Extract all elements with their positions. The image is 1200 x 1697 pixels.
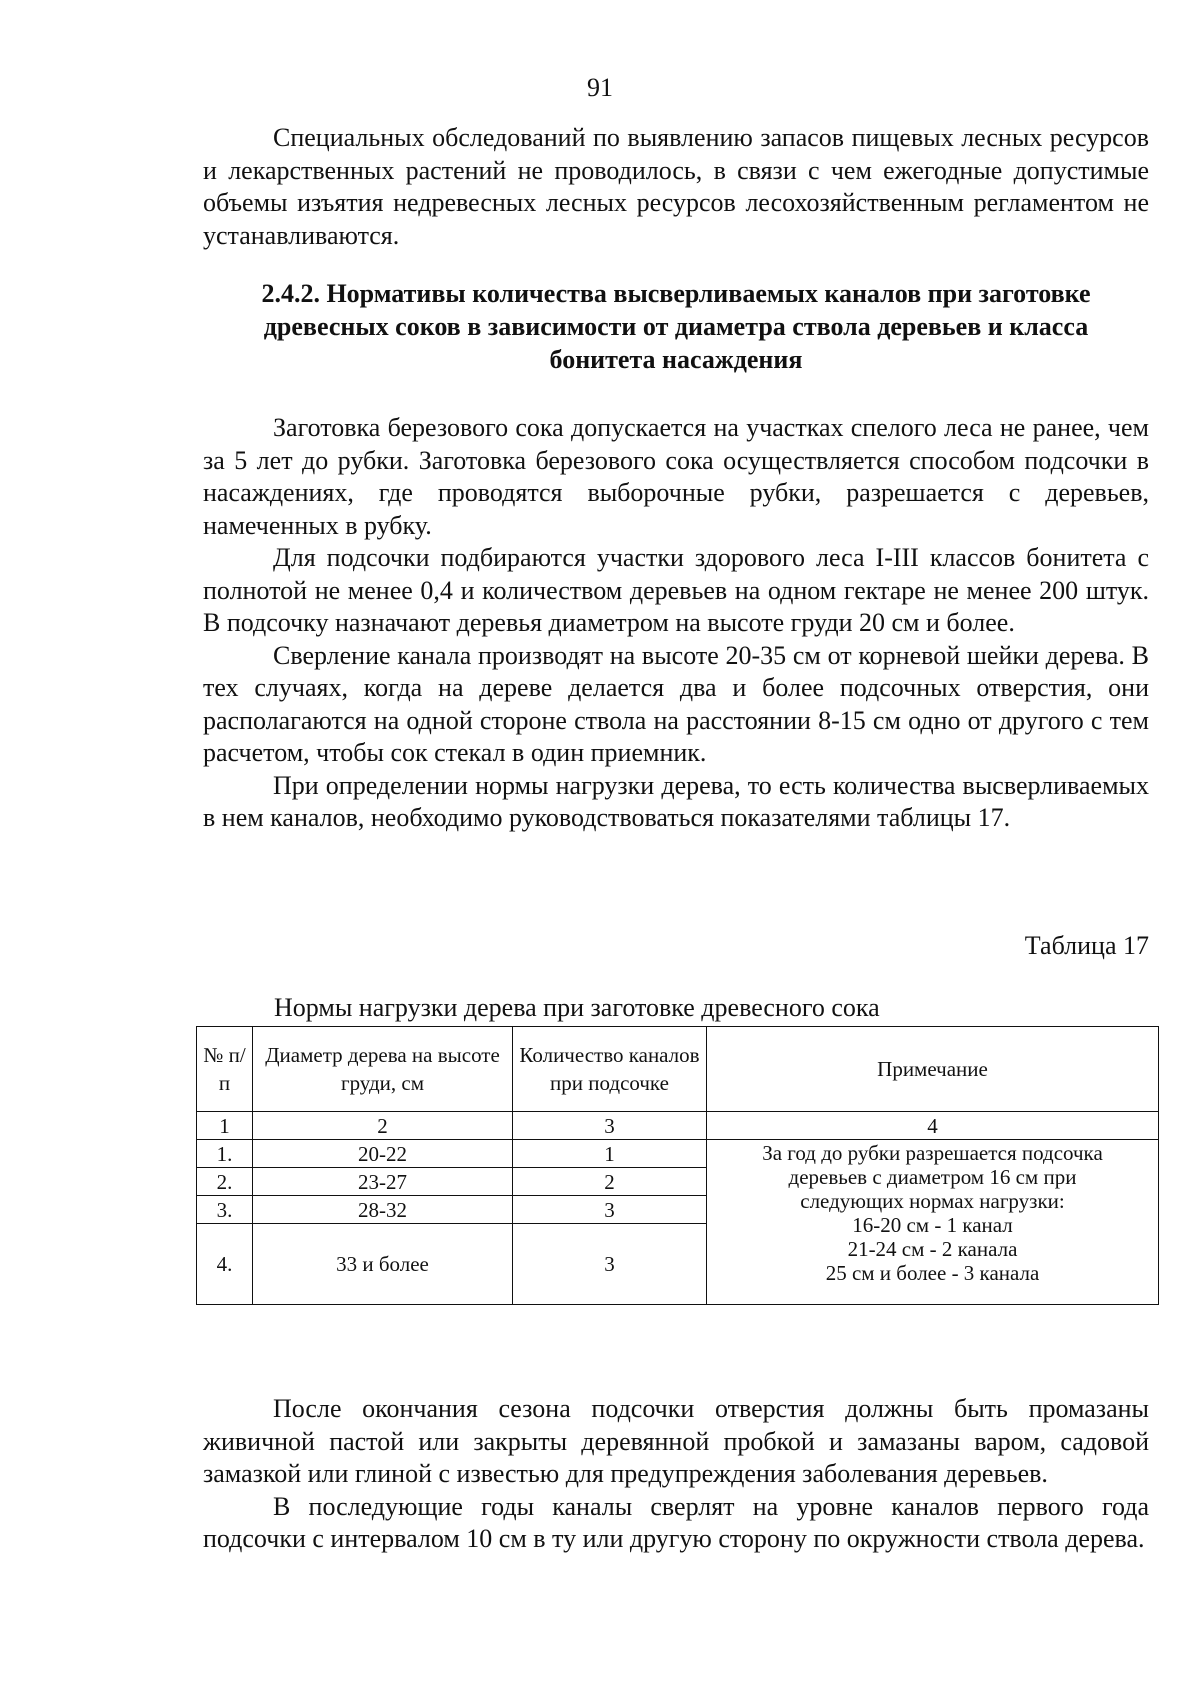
body-text — [203, 412, 1149, 835]
closing-text — [203, 1393, 1149, 1556]
section-heading-line-3: бонитета насаждения — [549, 345, 803, 374]
table-header-row — [197, 1027, 1159, 1112]
row-diameter: 20-22 — [253, 1140, 513, 1168]
column-number: 4 — [707, 1112, 1159, 1140]
column-number-row — [197, 1112, 1159, 1140]
note-line: 21-24 см - 2 канала — [847, 1237, 1018, 1261]
section-heading-line-1: 2.4.2. Нормативы количества высверливаемых каналов при заготовке — [261, 279, 1091, 308]
row-diameter: 28-32 — [253, 1196, 513, 1224]
row-channels: 1 — [513, 1140, 707, 1168]
table-row — [197, 1140, 1159, 1168]
row-diameter: 23-27 — [253, 1168, 513, 1196]
norms-table — [196, 1026, 1159, 1305]
row-channels: 3 — [513, 1196, 707, 1224]
note-line: деревьев с диаметром 16 см при — [788, 1165, 1077, 1189]
row-num: 4. — [197, 1224, 253, 1305]
header-note: Примечание — [707, 1027, 1159, 1112]
page-number: 91 — [587, 73, 613, 102]
paragraph: Заготовка березового сока допускается на участках спелого леса не ранее, чем за 5 лет до рубки. Заготовка березового сока осуществляется способом подсочки в насаждениях, где проводятся выборочные рубки, разрешается с деревьев, намеченных в рубку. — [203, 413, 1149, 540]
table-label: Таблица 17 — [1024, 931, 1149, 960]
row-channels: 2 — [513, 1168, 707, 1196]
row-diameter: 33 и более — [253, 1224, 513, 1305]
note-line: следующих нормах нагрузки: — [800, 1189, 1065, 1213]
paragraph: Для подсочки подбираются участки здорового леса I-III классов бонитета с полнотой не менее 0,4 и количеством деревьев на одном гектаре не менее 200 штук. В подсочку назначают деревья диаметром на высоте груди 20 см и более. — [203, 543, 1149, 637]
column-number: 2 — [253, 1112, 513, 1140]
row-num: 3. — [197, 1196, 253, 1224]
note-line: За год до рубки разрешается подсочка — [762, 1141, 1103, 1165]
section-heading — [203, 277, 1149, 376]
paragraph: В последующие годы каналы сверлят на уровне каналов первого года подсочки с интервалом 10 см в ту или другую сторону по окружности ствола дерева. — [203, 1491, 1149, 1553]
column-number: 1 — [197, 1112, 253, 1140]
intro-text — [203, 122, 1149, 252]
paragraph: После окончания сезона подсочки отверстия должны быть промазаны живичной пастой или закрыты деревянной пробкой и замазаны варом, садовой замазкой или глиной с известью для предупреждения заболевания деревьев. — [203, 1394, 1149, 1488]
column-number: 3 — [513, 1112, 707, 1140]
row-num: 2. — [197, 1168, 253, 1196]
header-diameter: Диаметр дерева на высоте груди, см — [253, 1027, 513, 1112]
table-caption: Нормы нагрузки дерева при заготовке древесного сока — [274, 993, 880, 1022]
note-line: 16-20 см - 1 канал — [852, 1213, 1013, 1237]
intro-paragraph: Специальных обследований по выявлению запасов пищевых лесных ресурсов и лекарственных растений не проводилось, в связи с чем ежегодные допустимые объемы изъятия недревесных лесных ресурсов лесохозяйственным регламентом не устанавливаются. — [203, 123, 1149, 250]
header-num: № п/п — [197, 1027, 253, 1112]
row-num: 1. — [197, 1140, 253, 1168]
header-channels: Количество каналов при подсочке — [513, 1027, 707, 1112]
paragraph: Сверление канала производят на высоте 20-35 см от корневой шейки дерева. В тех случаях, когда на дереве делается два и более подсочных отверстия, они располагаются на одной стороне ствола на расстоянии 8-15 см одно от другого с тем расчетом, чтобы сок стекал в один приемник. — [203, 640, 1149, 767]
row-channels: 3 — [513, 1224, 707, 1305]
section-heading-line-2: древесных соков в зависимости от диаметра ствола деревьев и класса — [263, 312, 1089, 341]
paragraph: При определении нормы нагрузки дерева, то есть количества высверливаемых в нем каналов, необходимо руководствоваться показателями таблицы 17. — [203, 770, 1149, 832]
note-line: 25 см и более - 3 канала — [825, 1261, 1040, 1285]
row-note — [707, 1140, 1159, 1305]
